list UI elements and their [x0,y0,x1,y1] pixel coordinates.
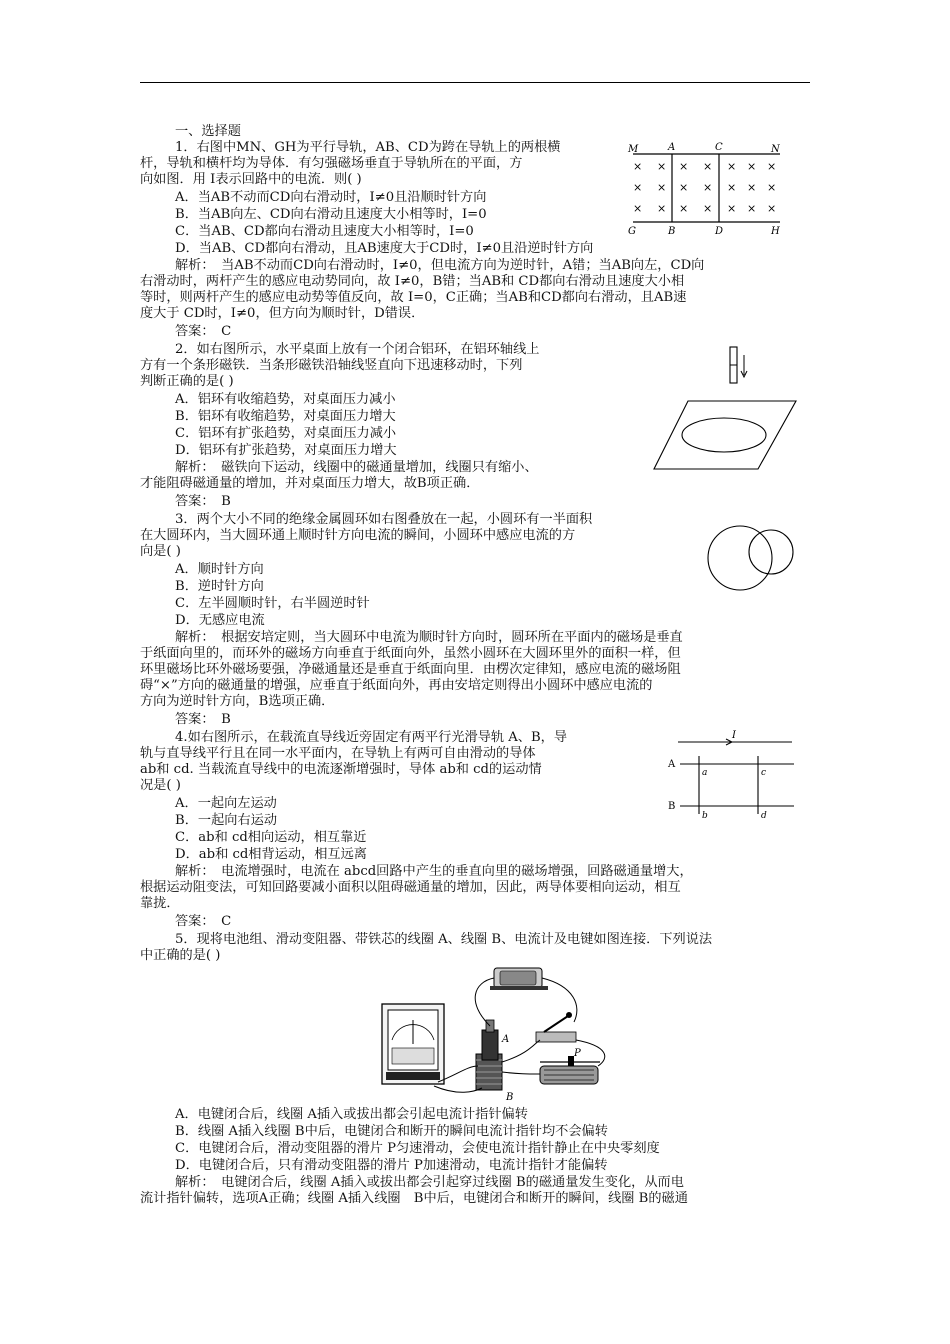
q3-option: A．顺时针方向 [175,562,264,577]
field-cross-icon: × [633,202,643,215]
field-cross-icon: × [679,202,689,215]
label-c: c [761,768,767,778]
q2-analysis-line: 才能阻碍磁通量的增加，并对桌面压力增大，故B项正确． [140,476,480,491]
galvanometer [382,1004,444,1084]
q5-option: B．线圈 A插入线圈 B中后，电键闭合和断开的瞬间电流计指针均不会偏转 [175,1124,608,1139]
label-d: D [715,226,724,235]
label-h: H [771,226,780,235]
q3-answer: 答案： B [175,712,231,727]
q4-stem-line: 轨与直导线平行且在同一水平面内，在导轨上有两可自由滑动的导体 [140,746,536,761]
q3-analysis-line: 环里磁场比环外磁场要强，净磁通量还是垂直于纸面向里．由楞次定律知，感应电流的磁场阻 [140,662,681,677]
q4-option: D．ab和 cd相背运动，相互远离 [175,847,367,862]
q3-option: B．逆时针方向 [175,579,264,594]
switch [536,1012,576,1042]
q1-option: B．当AB向左、CD向右滑动且速度大小相等时，I=0 [175,207,487,222]
field-cross-icon: × [679,181,689,194]
label-a: a [702,768,708,778]
q1-answer: 答案： C [175,324,232,339]
q4-stem-line: ab和 cd. 当载流直导线中的电流逐渐增强时，导体 ab和 cd的运动情 [140,762,542,777]
field-cross-icon: × [727,202,737,215]
field-cross-icon: × [727,160,737,173]
q3-option: D．无感应电流 [175,613,265,628]
field-cross-icon: × [727,181,737,194]
q1-stem-line: 杆，导轨和横杆均为导体．有匀强磁场垂直于导轨所在的平面，方 [140,156,523,171]
rheostat [540,1056,600,1084]
q3-stem-line: 向是( ) [140,544,181,559]
field-cross-icon: × [633,160,643,173]
q1-analysis-line: 等时，则两杆产生的感应电动势等值反向，故 I=0，C正确；当AB和CD都向右滑动，且AB速 [140,290,687,305]
q2-stem-line: 2．如右图所示，水平桌面上放有一个闭合铝环，在铝环轴线上 [175,342,540,357]
field-cross-icon: × [657,160,667,173]
field-cross-icon: × [657,181,667,194]
q5-stem-line: 中正确的是( ) [140,948,221,963]
q4-wire-rails-figure [662,730,797,822]
label-m: M [628,144,639,155]
q2-option: C．铝环有扩张趋势，对桌面压力减小 [175,426,397,441]
field-cross-icon: × [747,202,757,215]
label-b: b [702,811,708,821]
q3-analysis-line: 碍“×”方向的磁通量的增强，应垂直于纸面向外，再由安培定则得出小圆环中感应电流的 [140,678,653,693]
q3-analysis-line: 解析： 根据安培定则，当大圆环中电流为顺时针方向时，圆环所在平面内的磁场是垂直 [175,630,683,645]
q3-option: C．左半圆顺时针，右半圆逆时针 [175,596,370,611]
field-cross-icon: × [679,160,689,173]
q2-option: A．铝环有收缩趋势，对桌面压力减小 [175,392,396,407]
q1-option: D．当AB、CD都向右滑动，且AB速度大于CD时，I≠0且沿逆时针方向 [175,241,594,256]
q2-stem-line: 方有一个条形磁铁．当条形磁铁沿轴线竖直向下迅速移动时，下列 [140,358,523,373]
aluminum-ring [682,418,766,452]
q2-stem-line: 判断正确的是( ) [140,374,234,389]
q3-analysis-line: 方向为逆时针方向，B选项正确． [140,694,335,709]
q4-stem-line: 4.如右图所示，在载流直导线近旁固定有两平行光滑导轨 A、B，导 [175,730,568,745]
label-g: G [628,226,636,235]
q5-analysis-line: 解析： 电键闭合后，线圈 A插入或拔出都会引起穿过线圈 B的磁通量发生变化，从而电 [175,1175,684,1190]
q2-magnet-ring-figure [650,345,800,473]
q1-option: A．当AB不动而CD向右滑动时，I≠0且沿顺时针方向 [175,190,487,205]
battery [490,968,548,990]
q4-stem-line: 况是( ) [140,778,181,793]
field-cross-icon: × [703,181,713,194]
q5-analysis-line: 流计指针偏转，选项A正确；线圈 A插入线圈 B中后，电键闭合和断开的瞬间，线圈 B的磁通 [140,1191,688,1206]
field-cross-icon: × [747,160,757,173]
section-title: 一、选择题 [175,124,241,139]
q4-option: C．ab和 cd相向运动，相互靠近 [175,830,367,845]
q1-analysis-line: 右滑动时，两杆产生的感应电动势同向，故 I≠0，B错；当AB和 CD都向右滑动且速度大小相 [140,274,685,289]
q5-option: C．电键闭合后，滑动变阻器的滑片 P匀速滑动，会使电流计指针静止在中央零刻度 [175,1141,660,1156]
q1-stem-line: 1．右图中MN、GH为平行导轨，AB、CD为跨在导轨上的两根横 [175,140,561,155]
label-n: N [771,144,780,155]
q2-analysis-line: 解析： 磁铁向下运动，线圈中的磁通量增加，线圈只有缩小、 [175,460,538,475]
field-cross-icon: × [767,181,777,194]
q1-analysis-line: 度大于 CD时，I≠0，但方向为顺时针，D错误． [140,306,425,321]
q4-option: B．一起向右运动 [175,813,278,828]
q5-option: D．电键闭合后，只有滑动变阻器的滑片 P加速滑动，电流计指针才能偏转 [175,1158,608,1173]
q3-two-rings-figure [705,522,800,594]
q1-rails-figure [625,140,785,235]
header-rule [140,82,810,83]
q2-option: B．铝环有收缩趋势，对桌面压力增大 [175,409,396,424]
field-cross-icon: × [633,181,643,194]
label-a: A [502,1034,510,1045]
field-cross-icon: × [767,202,777,215]
field-cross-icon: × [767,160,777,173]
q2-option: D．铝环有扩张趋势，对桌面压力增大 [175,443,397,458]
q1-stem-line: 向如图．用 I表示回路中的电流．则( ) [140,172,362,187]
q2-answer: 答案： B [175,494,231,509]
field-cross-icon: × [703,160,713,173]
label-rail-a: A [668,759,676,770]
q1-analysis-line: 解析： 当AB不动而CD向右滑动时，I≠0，但电流方向为逆时针，A错；当AB向左，CD向 [175,258,705,273]
q4-analysis-line: 解析： 电流增强时，电流在 abcd回路中产生的垂直向里的磁场增强，回路磁通量增大， [175,864,693,879]
label-a: A [668,142,676,153]
label-b: B [668,226,676,235]
q5-stem-line: 5．现将电池组、滑动变阻器、带铁芯的线圈 A、线圈 B、电流计及电键如图连接．下列说法 [175,932,713,947]
label-d: d [761,811,767,821]
q4-option: A．一起向左运动 [175,796,277,811]
field-cross-icon: × [703,202,713,215]
q4-answer: 答案： C [175,914,232,929]
q4-analysis-line: 靠拢． [140,896,180,911]
table-plane [654,401,796,469]
q5-option: A．电键闭合后，线圈 A插入或拔出都会引起电流计指针偏转 [175,1107,528,1122]
q5-apparatus-figure [378,962,618,1102]
q3-stem-line: 3．两个大小不同的绝缘金属圆环如右图叠放在一起，小圆环有一半面积 [175,512,593,527]
q3-analysis-line: 于纸面向里的，而环外的磁场方向垂直于纸面向外，虽然小圆环在大圆环里外的面积一样，但 [140,646,681,661]
field-cross-icon: × [747,181,757,194]
label-rail-b: B [668,801,676,812]
q4-analysis-line: 根据运动阻变法，可知回路要减小面积以阻碍磁通量的增加，因此，两导体要相向运动，相互 [140,880,681,895]
label-b: B [506,1092,514,1102]
field-cross-icon: × [657,202,667,215]
label-i: I [732,730,736,741]
large-ring [708,526,772,590]
label-c: C [715,142,723,153]
q3-stem-line: 在大圆环内，当大圆环通上顺时针方向电流的瞬间，小圆环中感应电流的方 [140,528,576,543]
q1-option: C．当AB、CD都向右滑动且速度大小相等时，I=0 [175,224,474,239]
label-p: P [574,1048,581,1059]
